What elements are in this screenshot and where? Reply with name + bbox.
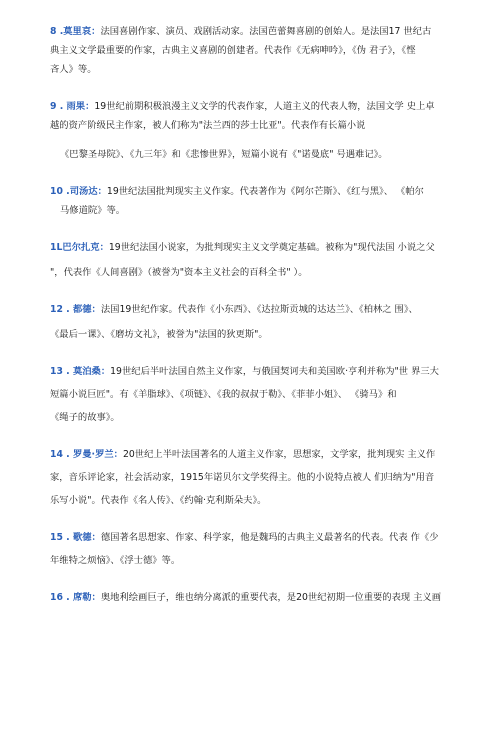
entry-name: 8 .莫里哀： (50, 26, 101, 37)
entry-name: 12 . 都德： (50, 304, 101, 315)
entry-hugo (50, 97, 454, 164)
entry-text: 吝人》等。 (50, 64, 97, 75)
entry-text: 短篇小说巨匠"。有《羊脂球》、《项链》、《我的叔叔于勒》、《菲菲小姐》、 《骑马》和 (50, 389, 397, 400)
entry-name: 16 . 席勒： (50, 592, 101, 603)
entry-text: 越的资产阶级民主作家，被人们称为"法兰西的莎士比亚"。代表作有长篇小说 (50, 120, 366, 131)
entry-text: "，代表作《人间喜剧》（被誉为"资本主义社会的百科全书" ）。 (50, 267, 308, 278)
entry-schiele (50, 588, 454, 607)
entry-goethe (50, 528, 454, 570)
entry-text: 19世纪前期积极浪漫主义文学的代表作家，人道主义的代表人物，法国文学 史上卓 (94, 101, 435, 112)
entry-stendhal (50, 182, 454, 220)
entry-name: 9 . 雨果： (50, 101, 95, 112)
entry-text: 《绳子的故事》。 (50, 412, 120, 423)
entry-text: 《巴黎圣母院》、《九三年》和《悲惨世界》，短篇小说有《"诺曼底" 号遇难记》。 (60, 149, 388, 160)
entry-moliere (50, 22, 454, 79)
entry-name: 13 . 莫泊桑： (50, 366, 111, 377)
entry-text: 乐写小说"。代表作《名人传》、《约翰·克利斯朵夫》。 (50, 495, 267, 506)
entry-text: 19世纪后半叶法国自然主义作家，与俄国契诃夫和美国欧·亨利并称为"世 界三大 (110, 366, 439, 377)
entry-maupassant (50, 362, 454, 427)
entry-text: 法国喜剧作家、演员、戏剧活动家。法国芭蕾舞喜剧的创始人。是法国17 世纪古 (100, 26, 432, 37)
entry-text: 年维特之烦恼》、《浮士德》等。 (50, 555, 181, 566)
entry-name: 14 . 罗曼·罗兰： (50, 449, 123, 460)
entry-text: 奥地利绘画巨子，维也纳分离派的重要代表，是20世纪初期一位重要的表现 主义画 (100, 592, 442, 603)
entry-text: 典主义文学最重要的作家，古典主义喜剧的创建者。代表作《无病呻吟》，《伪 君子》，《悭 (50, 45, 416, 56)
entry-text: 19世纪法国小说家，为批判现实主义文学奠定基础。被称为"现代法国 小说之父 (108, 242, 435, 253)
entry-balzac (50, 238, 454, 282)
entry-daudet (50, 300, 454, 344)
entry-text: 德国著名思想家、作家、科学家，他是魏玛的古典主义最著名的代表。代表 作《少 (100, 532, 439, 543)
entry-romain-rolland (50, 445, 454, 510)
entry-text: 《最后一课》、《磨坊文礼》，被誉为"法国的狄更斯"。 (50, 329, 268, 340)
entry-text: 20世纪上半叶法国著名的人道主义作家，思想家，文学家，批判现实 主义作 (122, 449, 436, 460)
entry-text: 马修道院》等。 (60, 205, 126, 216)
entry-name: 10 .司汤达： (50, 186, 107, 197)
entry-text: 家，音乐评论家，社会活动家，1915年诺贝尔文学奖得主。他的小说特点被人 们归纳为"用音 (50, 472, 435, 483)
entry-text: 法国19世纪作家。代表作《小东西》、《达拉斯贡城的达达兰》、《柏林之 围》、 (100, 304, 418, 315)
entry-text: 19世纪法国批判现实主义作家。代表著作为《阿尔芒斯》、《红与黑》、 《帕尔 (106, 186, 424, 197)
entry-name: 1L巴尔扎克： (50, 242, 109, 253)
entry-name: 15 . 歌德： (50, 532, 101, 543)
